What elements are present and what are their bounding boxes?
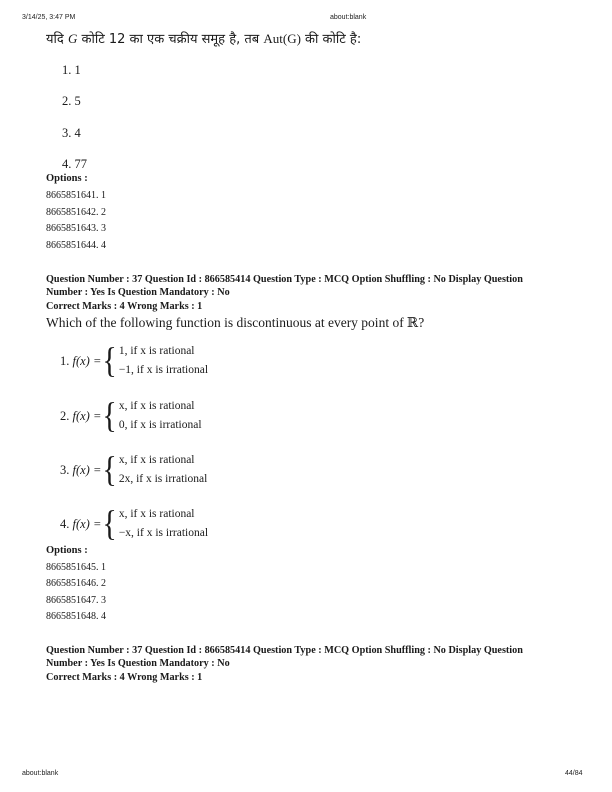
q37-meta-line-2: Number : Yes Is Question Mandatory : No: [46, 287, 230, 298]
q36-option-id-1: 8665851641. 1: [46, 190, 106, 201]
q37-options-label: Options :: [46, 545, 88, 556]
q36-option-1: 1. 1: [62, 63, 81, 77]
q36-option-3: 3. 4: [62, 126, 81, 140]
print-datetime: 3/14/25, 3:47 PM: [22, 14, 76, 21]
q37-option-3: 3. f(x) = { x, if x is rational 2x, if x is irrational: [60, 449, 208, 490]
print-title: about:blank: [330, 14, 367, 21]
q36-options-label: Options :: [46, 173, 88, 184]
left-brace: {: [102, 340, 117, 381]
question-37-text: Which of the following function is discontinuous at every point of ℝ?: [46, 315, 425, 330]
q37b-meta-line-3: Correct Marks : 4 Wrong Marks : 1: [46, 672, 203, 683]
q37-option-id-1: 8665851645. 1: [46, 562, 106, 573]
q37-option-4: 4. f(x) = { x, if x is rational −x, if x is irrational: [60, 503, 209, 544]
q37-meta-line-3: Correct Marks : 4 Wrong Marks : 1: [46, 301, 203, 312]
q37b-meta-line-1: Question Number : 37 Question Id : 866585414 Question Type : MCQ Option Shuffling : No Display Question: [46, 645, 523, 656]
q36-option-id-4: 8665851644. 4: [46, 240, 106, 251]
q37-option-1: 1. f(x) = { 1, if x is rational −1, if x is irrational: [60, 340, 209, 381]
left-brace: {: [102, 449, 117, 490]
q36-option-id-2: 8665851642. 2: [46, 207, 106, 218]
q37b-meta-line-2: Number : Yes Is Question Mandatory : No: [46, 658, 230, 669]
left-brace: {: [102, 395, 117, 436]
q36-option-id-3: 8665851643. 3: [46, 223, 106, 234]
page-number: 44/84: [565, 770, 583, 777]
question-36-text: यदि G कोटि 12 का एक चक्रीय समूह है, तब Aut(G) की कोटि है:: [46, 31, 362, 47]
q36-option-4: 4. 77: [62, 157, 87, 171]
q37-option-id-2: 8665851646. 2: [46, 578, 106, 589]
q37-option-id-3: 8665851647. 3: [46, 595, 106, 606]
q37-meta-line-1: Question Number : 37 Question Id : 866585414 Question Type : MCQ Option Shuffling : No Display Question: [46, 274, 523, 285]
q37-option-2: 2. f(x) = { x, if x is rational 0, if x is irrational: [60, 395, 202, 436]
left-brace: {: [102, 503, 117, 544]
q36-option-2: 2. 5: [62, 94, 81, 108]
footer-url: about:blank: [22, 770, 59, 777]
q37-option-id-4: 8665851648. 4: [46, 611, 106, 622]
